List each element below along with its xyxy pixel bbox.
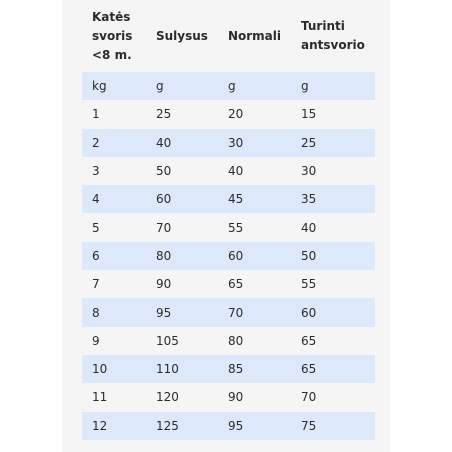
cell-cat-weight: 3 xyxy=(92,164,100,179)
cell-overweight: 60 xyxy=(291,298,375,326)
table-row xyxy=(82,213,375,241)
table-row xyxy=(82,355,375,383)
cell-normal: g xyxy=(218,72,291,100)
cell-normal: 85 xyxy=(218,355,291,383)
table-row xyxy=(82,412,375,440)
cell-overweight: 30 xyxy=(301,164,317,179)
table-row xyxy=(82,383,375,411)
cell-normal: 45 xyxy=(218,185,291,213)
table-row xyxy=(82,242,375,270)
cell-normal: 55 xyxy=(227,220,244,235)
cell-cat-weight: 4 xyxy=(82,185,146,213)
cell-underweight: 25 xyxy=(156,107,172,122)
cell-underweight: 60 xyxy=(146,185,218,213)
cell-cat-weight: 7 xyxy=(92,277,100,292)
cell-overweight: 15 xyxy=(301,107,317,122)
cell-underweight: 110 xyxy=(146,355,218,383)
cell-normal: 80 xyxy=(227,333,244,348)
table-row xyxy=(82,72,375,100)
cell-overweight: 65 xyxy=(291,355,375,383)
table-row xyxy=(82,129,375,157)
cell-normal: 90 xyxy=(227,390,244,405)
cell-overweight: 40 xyxy=(301,220,317,235)
cell-underweight: g xyxy=(146,72,218,100)
table-row xyxy=(82,298,375,326)
cell-overweight: 55 xyxy=(301,277,317,292)
table-row xyxy=(82,270,375,298)
cell-normal: 65 xyxy=(227,277,244,292)
cell-overweight: 25 xyxy=(291,129,375,157)
cell-underweight: 80 xyxy=(146,242,218,270)
table-panel xyxy=(62,0,390,452)
cell-normal: 30 xyxy=(218,129,291,157)
cell-cat-weight: 1 xyxy=(92,107,100,122)
cell-cat-weight: 10 xyxy=(82,355,146,383)
cell-normal: 95 xyxy=(218,412,291,440)
cell-underweight: 120 xyxy=(156,390,179,405)
cell-overweight: 75 xyxy=(291,412,375,440)
cell-overweight: g xyxy=(291,72,375,100)
cell-cat-weight: kg xyxy=(82,72,146,100)
table-row xyxy=(82,157,375,185)
cell-cat-weight: 8 xyxy=(82,298,146,326)
cell-cat-weight: 5 xyxy=(92,220,100,235)
cell-underweight: 40 xyxy=(146,129,218,157)
table-row xyxy=(82,185,375,213)
cell-cat-weight: 2 xyxy=(82,129,146,157)
table-row xyxy=(82,100,375,128)
cell-underweight: 70 xyxy=(156,220,172,235)
header-normal: Normali xyxy=(227,28,281,43)
cell-cat-weight: 6 xyxy=(82,242,146,270)
feeding-table xyxy=(82,0,375,440)
header-overweight: Turinti antsvorio xyxy=(301,19,365,52)
cell-normal: 60 xyxy=(218,242,291,270)
cell-normal: 70 xyxy=(218,298,291,326)
header-cat-weight: Katės svoris <8 m. xyxy=(92,9,133,62)
cell-cat-weight: 11 xyxy=(92,390,108,405)
cell-overweight: 50 xyxy=(291,242,375,270)
cell-normal: 20 xyxy=(227,107,244,122)
cell-underweight: 125 xyxy=(146,412,218,440)
cell-underweight: 105 xyxy=(156,333,179,348)
cell-overweight: 35 xyxy=(291,185,375,213)
table-body xyxy=(82,72,375,440)
cell-cat-weight: 12 xyxy=(82,412,146,440)
table-header-row xyxy=(82,0,375,72)
header-underweight: Sulysus xyxy=(156,28,208,43)
cell-normal: 40 xyxy=(227,164,244,179)
cell-underweight: 95 xyxy=(146,298,218,326)
cell-cat-weight: 9 xyxy=(92,333,100,348)
cell-overweight: 70 xyxy=(301,390,317,405)
cell-underweight: 90 xyxy=(156,277,172,292)
cell-underweight: 50 xyxy=(156,164,172,179)
cell-overweight: 65 xyxy=(301,333,317,348)
table-row xyxy=(82,327,375,355)
